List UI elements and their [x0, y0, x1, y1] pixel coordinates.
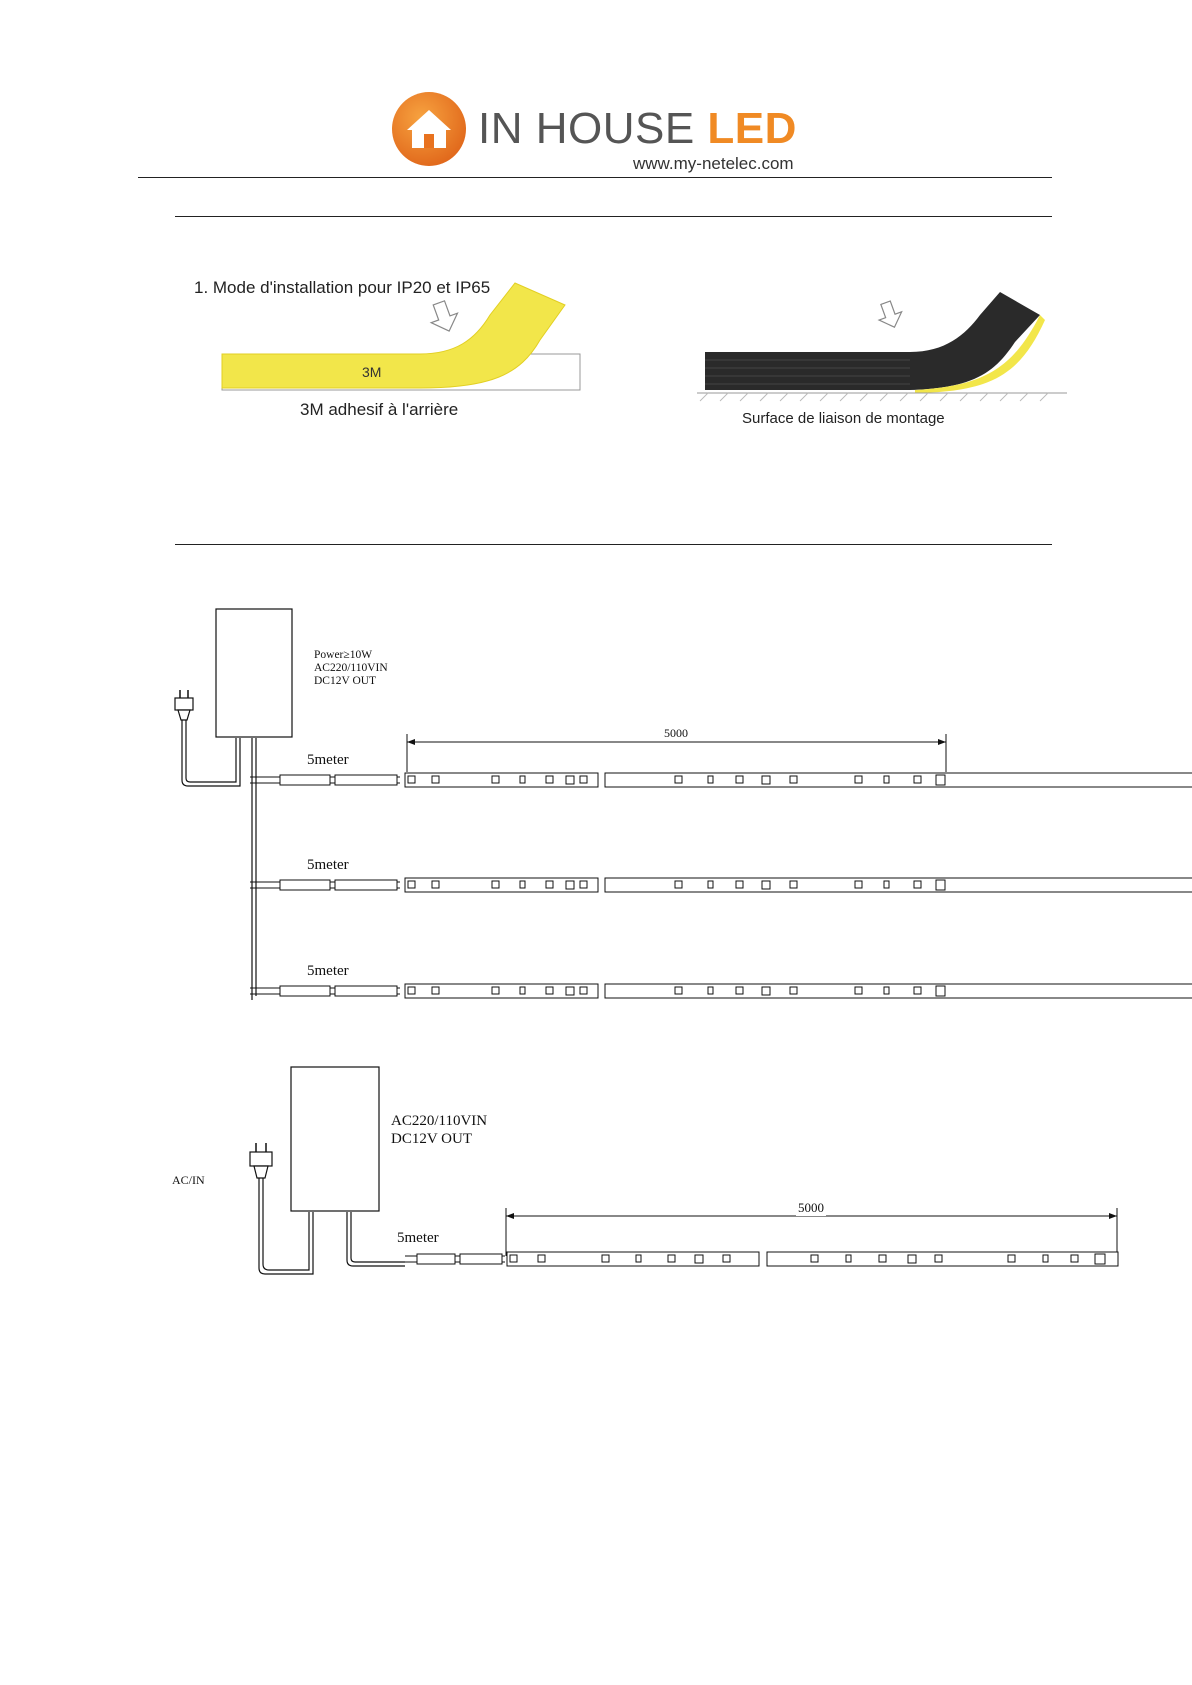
power2-spec-2: DC12V OUT — [391, 1131, 472, 1147]
run-label-single: 5meter — [397, 1230, 439, 1246]
section-divider-top — [175, 216, 1052, 217]
led-strip-run-2 — [250, 876, 950, 896]
section-divider-bottom — [175, 544, 1052, 545]
house-logo-icon — [390, 90, 468, 168]
dimension-label: 5000 — [664, 726, 688, 740]
tape-label: 3M — [362, 364, 382, 380]
ac-in-label: AC/IN — [172, 1173, 205, 1187]
run-label-3: 5meter — [307, 963, 349, 979]
header-divider — [138, 177, 1052, 178]
installation-title: 1. Mode d'installation pour IP20 et IP65 — [194, 278, 491, 297]
led-strip-run-1 — [250, 771, 950, 791]
brand-name — [478, 104, 797, 154]
yellow-strip-illustration — [190, 280, 570, 420]
black-strip-illustration — [695, 280, 1075, 420]
run-label-1: 5meter — [307, 752, 349, 768]
brand-name-part1: IN HOUSE — [478, 104, 708, 153]
power2-spec-1: AC220/110VIN — [391, 1113, 488, 1129]
power-spec-2: AC220/110VIN — [314, 662, 388, 674]
power-spec-3: DC12V OUT — [314, 675, 377, 687]
left-caption: 3M adhesif à l'arrière — [300, 400, 459, 419]
led-strip-run-3 — [250, 982, 950, 1002]
led-strip-run-single — [405, 1250, 1125, 1270]
run-label-2: 5meter — [307, 857, 349, 873]
plug-icon-2 — [245, 1140, 405, 1300]
brand-name-led: LED — [707, 104, 797, 153]
power-spec-1: Power≥10W — [314, 649, 373, 661]
website-url[interactable]: www.my-netelec.com — [633, 154, 794, 173]
dimension-label-2: 5000 — [798, 1200, 824, 1215]
right-caption: Surface de liaison de montage — [742, 410, 945, 427]
